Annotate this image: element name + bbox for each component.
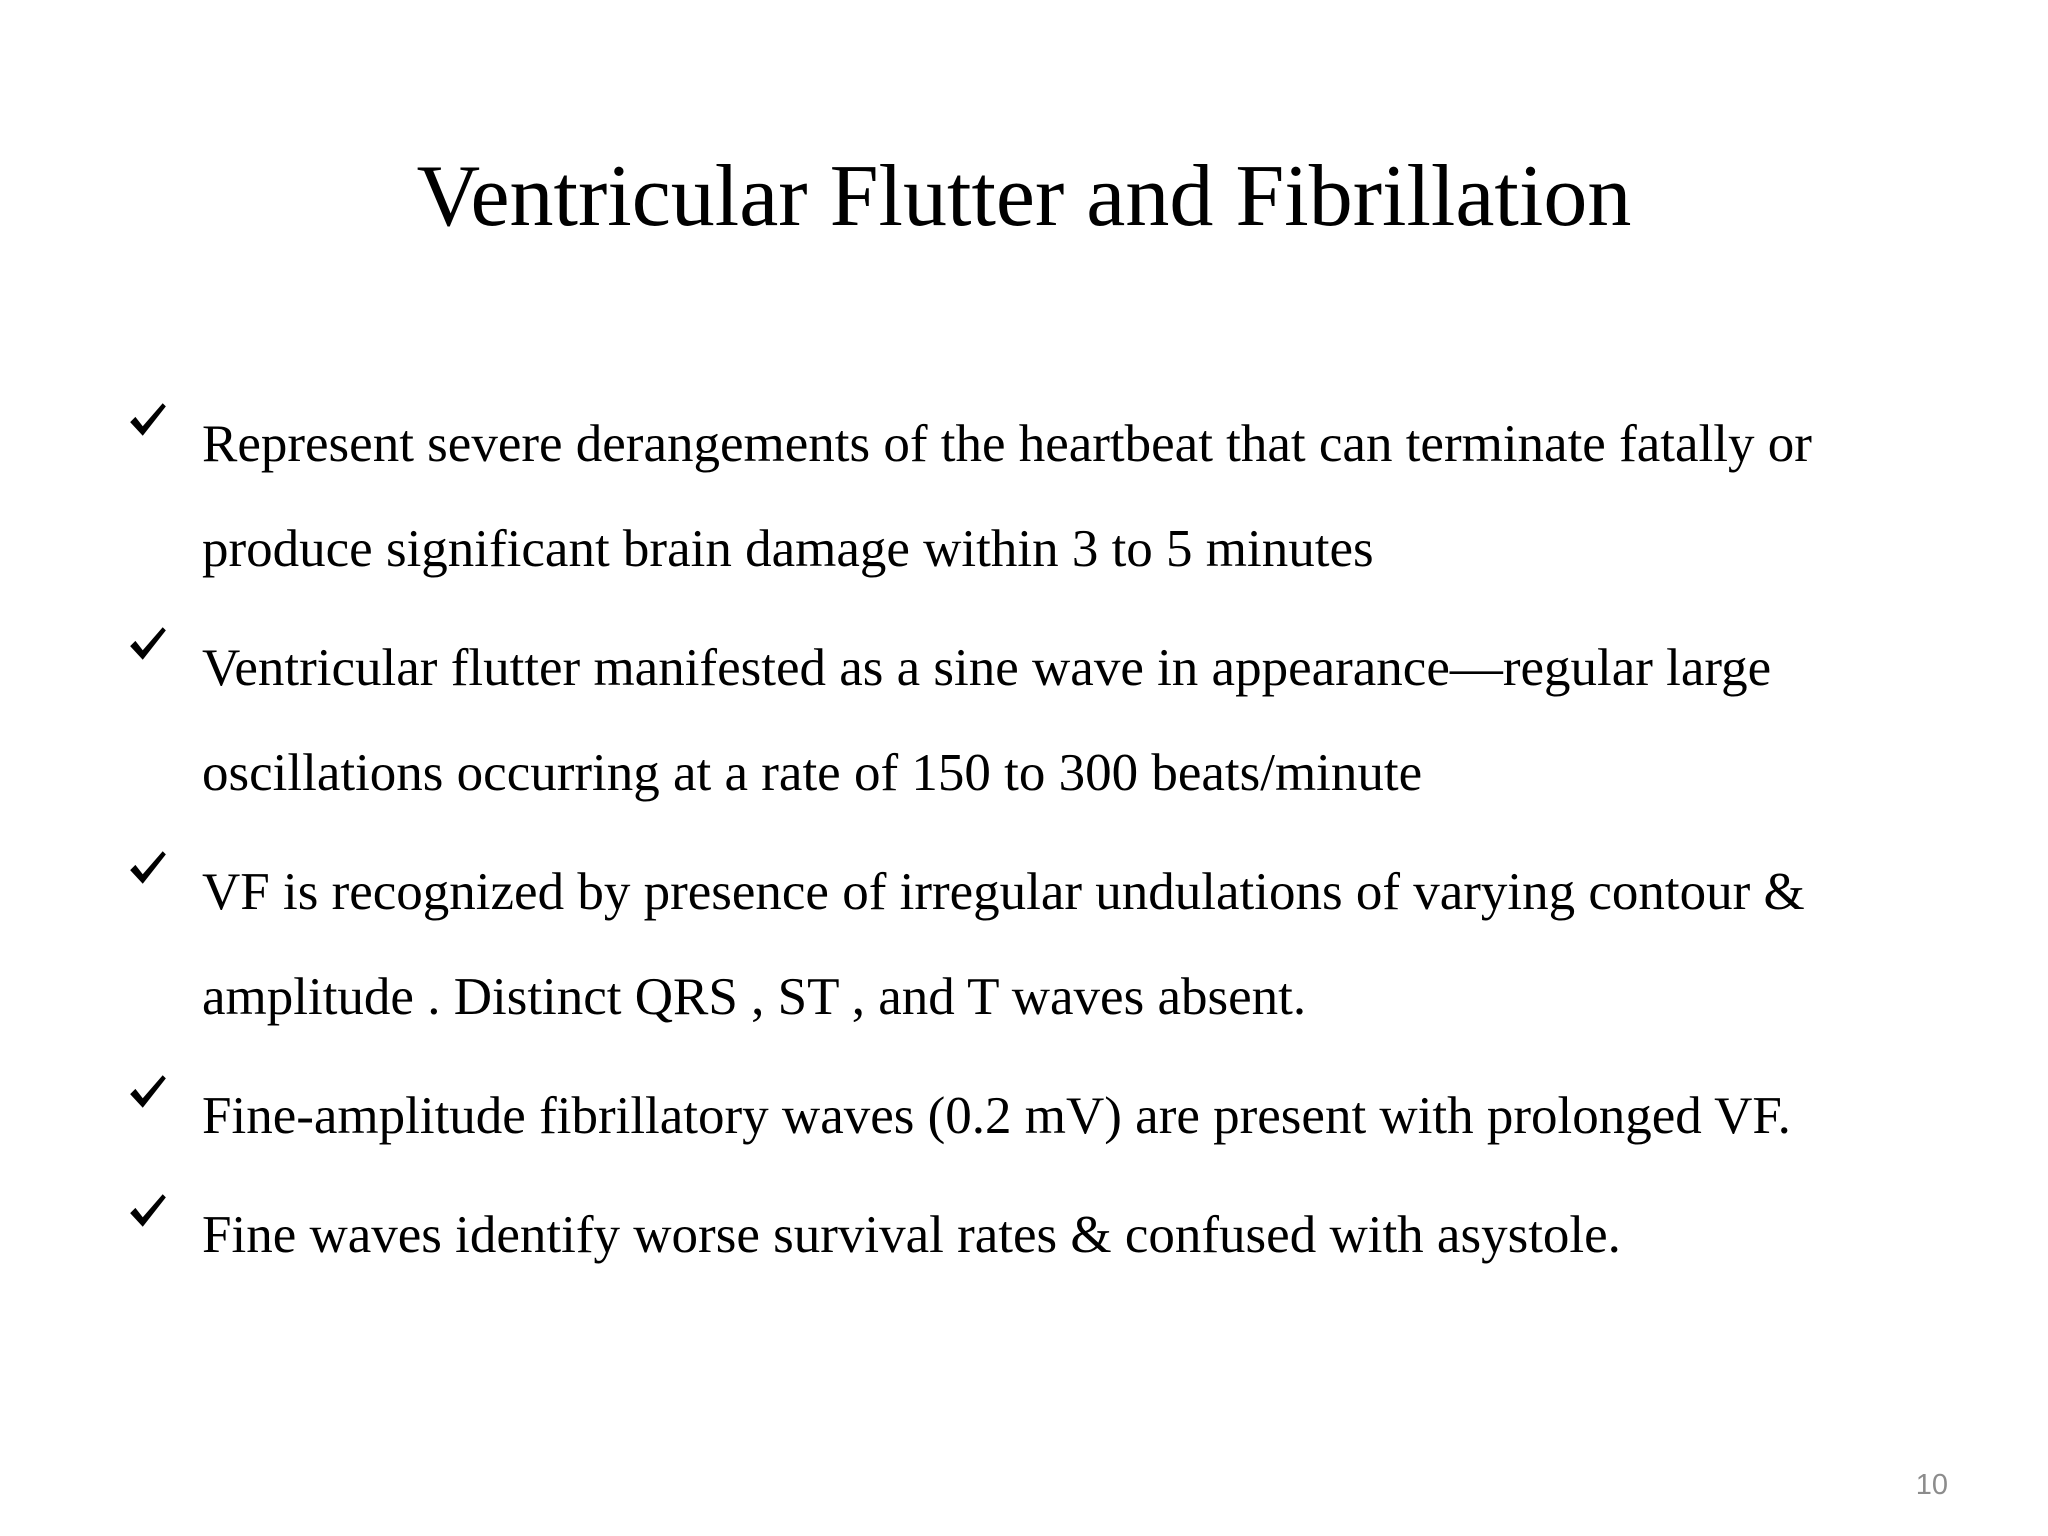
bullet-text: Fine waves identify worse survival rates & confused with asystole. — [202, 1206, 1621, 1264]
page-number: 10 — [1915, 1469, 1948, 1501]
bullet-text: Ventricular flutter manifested as a sine wave in appearance—regular large oscillations occurring at a rate of 150 to 300 beats/minute — [202, 639, 1772, 802]
bullet-item — [127, 840, 1967, 1050]
bullet-text: Fine-amplitude fibrillatory waves (0.2 mV) are present with prolonged VF. — [202, 1087, 1791, 1145]
checkmark-icon — [127, 399, 169, 441]
bullet-item — [127, 1064, 1967, 1169]
bullet-text: Represent severe derangements of the heartbeat that can terminate fatally or produce significant brain damage within 3 to 5 minutes — [202, 415, 1812, 578]
bullet-text: VF is recognized by presence of irregular undulations of varying contour & amplitude . Distinct QRS , ST , and T waves absent. — [202, 863, 1805, 1026]
bullet-item — [127, 392, 1967, 602]
checkmark-icon — [127, 623, 169, 665]
bullet-item — [127, 1183, 1967, 1288]
checkmark-icon — [127, 847, 169, 889]
checkmark-icon — [127, 1190, 169, 1232]
checkmark-icon — [127, 1071, 169, 1113]
slide-title: Ventricular Flutter and Fibrillation — [416, 148, 1632, 245]
bullet-item — [127, 616, 1967, 826]
bullet-list — [127, 392, 1967, 1302]
